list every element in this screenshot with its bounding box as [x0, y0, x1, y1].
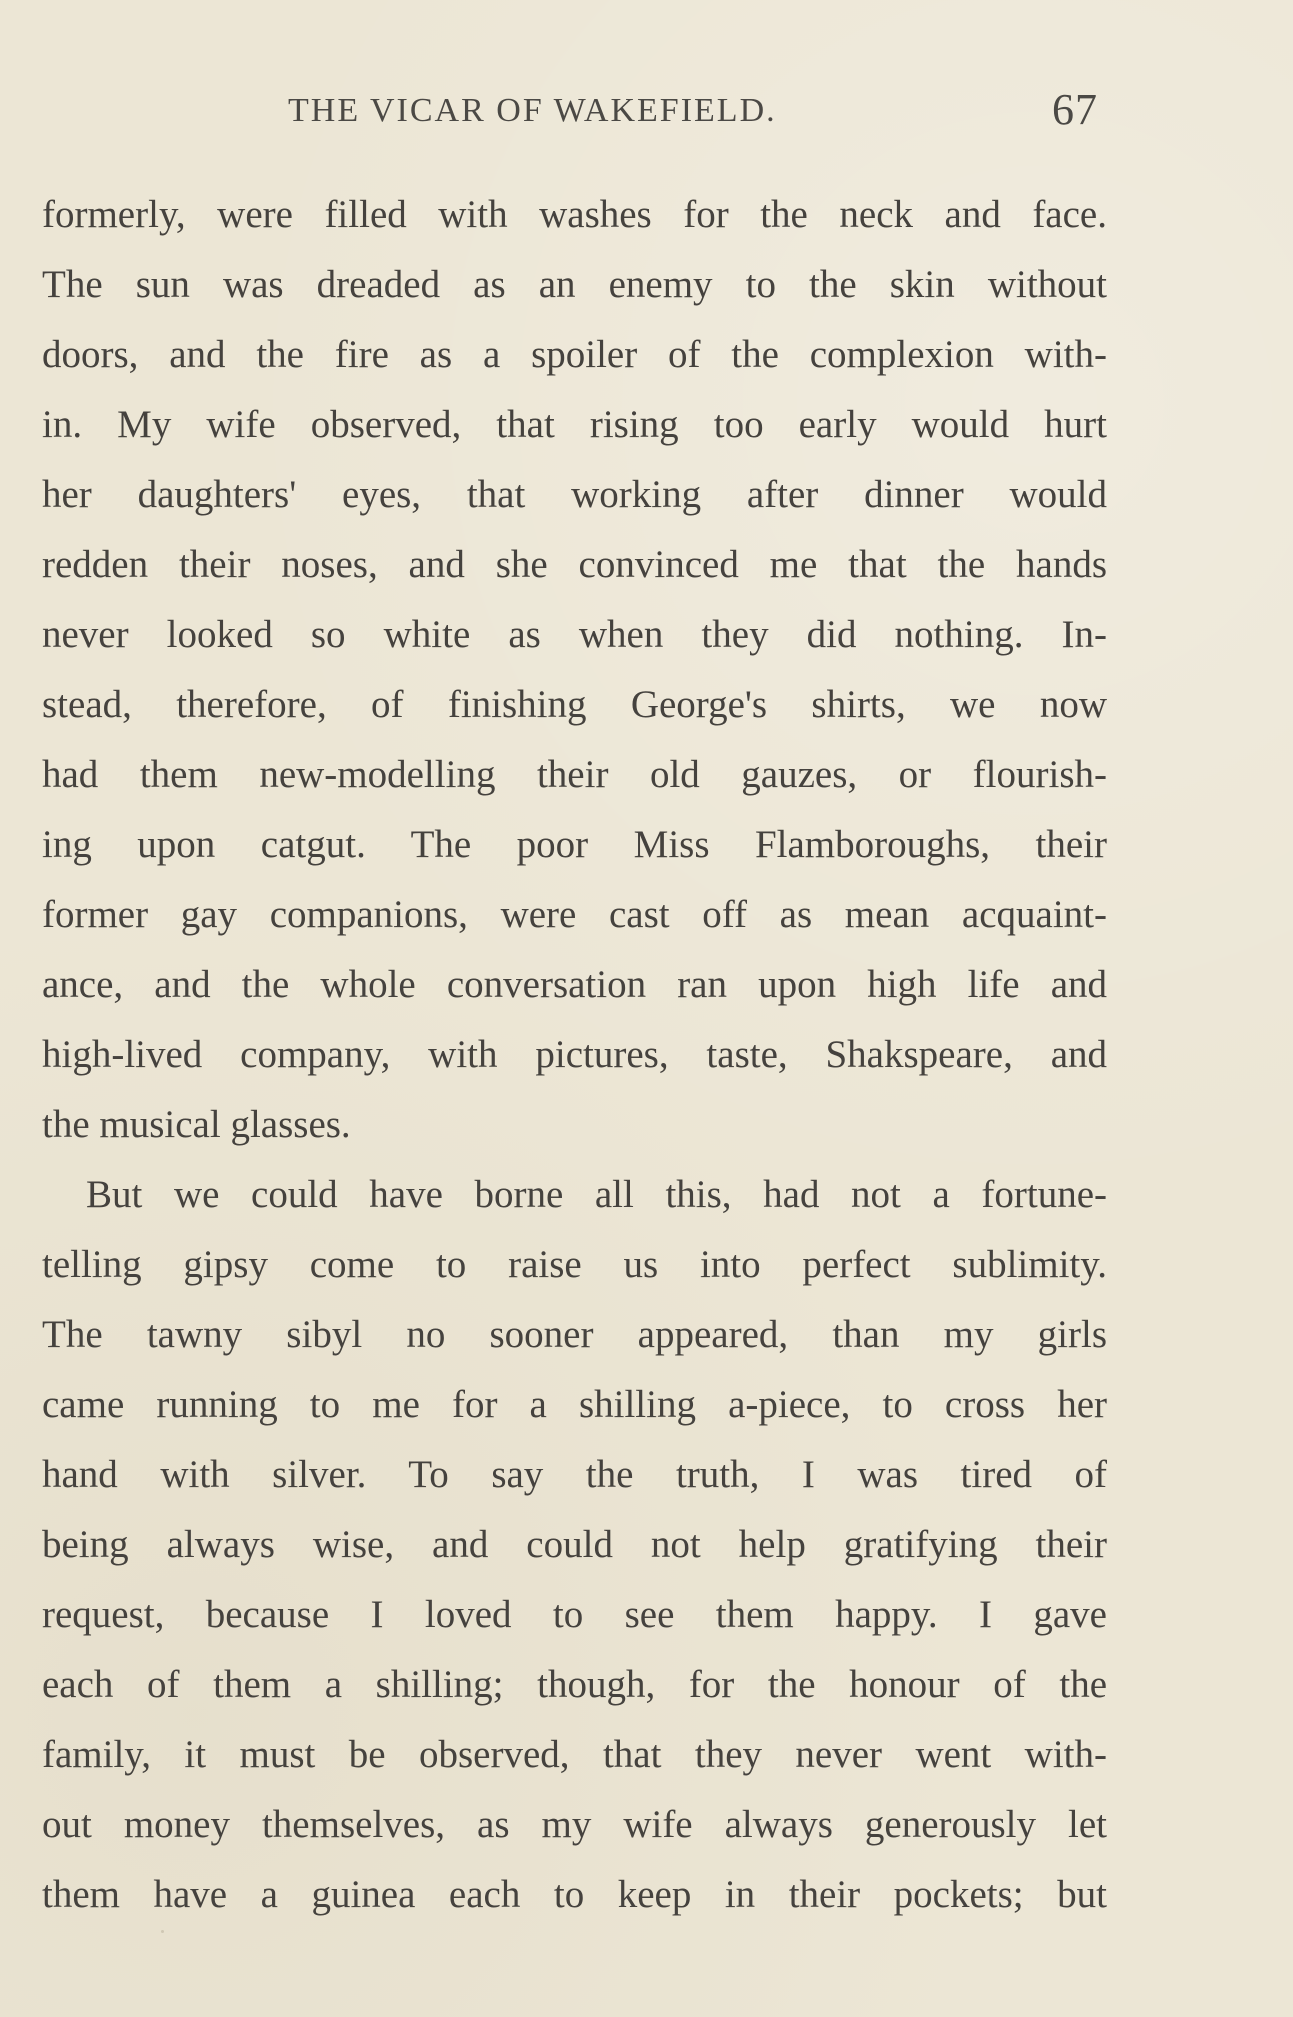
text-line: out money themselves, as my wife always generously let: [42, 1803, 1107, 1846]
text-line: her daughters' eyes, that working after dinner would: [42, 473, 1107, 516]
text-line: The tawny sibyl no sooner appeared, than my girls: [42, 1313, 1107, 1356]
text-line: ing upon catgut. The poor Miss Flamboroughs, their: [42, 823, 1107, 866]
running-head: [288, 85, 1098, 134]
text-line: never looked so white as when they did nothing. In-: [42, 613, 1107, 656]
text-line: hand with silver. To say the truth, I was tired of: [42, 1453, 1107, 1496]
text-line: being always wise, and could not help gratifying their: [42, 1523, 1107, 1566]
text-line: high-lived company, with pictures, taste, Shakspeare, and: [42, 1033, 1107, 1076]
text-line: formerly, were filled with washes for the neck and face.: [42, 193, 1107, 236]
text-line: ance, and the whole conversation ran upon high life and: [42, 963, 1107, 1006]
text-line: request, because I loved to see them happy. I gave: [42, 1593, 1107, 1636]
page-number: 67: [1052, 85, 1098, 134]
text-line: stead, therefore, of finishing George's shirts, we now: [42, 683, 1107, 726]
text-line: But we could have borne all this, had not a fortune-: [86, 1173, 1107, 1216]
text-line: former gay companions, were cast off as mean acquaint-: [42, 893, 1107, 936]
text-line: them have a guinea each to keep in their pockets; but: [42, 1873, 1107, 1916]
text-line: had them new-modelling their old gauzes, or flourish-: [42, 753, 1107, 796]
body-text: [42, 180, 1107, 1930]
paper-speck: [161, 1930, 164, 1933]
text-line: telling gipsy come to raise us into perfect sublimity.: [42, 1243, 1107, 1286]
text-line: family, it must be observed, that they never went with-: [42, 1733, 1107, 1776]
text-line: redden their noses, and she convinced me that the hands: [42, 543, 1107, 586]
text-line: The sun was dreaded as an enemy to the skin without: [42, 263, 1107, 306]
text-line: came running to me for a shilling a-piece, to cross her: [42, 1383, 1107, 1426]
text-line: the musical glasses.: [42, 1103, 351, 1146]
text-line: each of them a shilling; though, for the honour of the: [42, 1663, 1107, 1706]
text-line: doors, and the fire as a spoiler of the complexion with-: [42, 333, 1107, 376]
text-line: in. My wife observed, that rising too early would hurt: [42, 403, 1107, 446]
running-title: THE VICAR OF WAKEFIELD.: [288, 92, 777, 129]
